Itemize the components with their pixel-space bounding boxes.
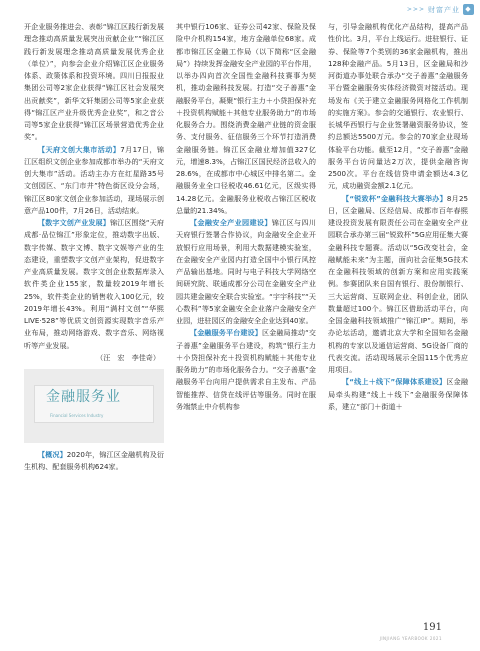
section-title: 【金融服务平台建设】 [190,328,262,338]
paragraph: 其中银行106家、证券公司42家、保险及保险中介机构154家，地方金融单位68家。成都市锦江区金融工作局（以下简称“区金融局”）持续发挥金融安全产业园的平台作用，以举办四向首次全国性金融科技赛事为契机，推动金融科技发展。打造“交子善惠”金融服务平台，凝聚“银行主力＋小贷担保补充＋投资机构赋能＋其他专业服务助力”的市场化服务合力。围绕消费金融产业链的资金服务、支付服务、征信服务三个环节打造消费金融服务链。锦江区金融业增加值327亿元，增速8.3%，占锦江区国民经济总收入的28.6%，在成都市中心城区中排名第二。金融服务业全口径税收46.61亿元，区级实得14.28亿元。金融服务业税收占锦江区税收总量的21.34%。 [176,22,316,215]
paragraph: 开企业服务推进会、表彰“锦江区践行新发展理念推动高质量发展突出贡献企业”“锦江区践行新发展理念推动高质量发展优秀企业（单位）”，向参会企业介绍锦江区企业服务体系、政策体系和投资环境。四川日报报业集团公司等2家企业获得“锦江区社会发展突出贡献奖”，新华文轩集团公司等5家企业获得“锦江区产业升级优秀企业奖”，和之音公司等5家企业获得“锦江区场景营造优秀企业奖”。 [24,22,164,142]
column-3 [328,21,468,413]
section-text: 8月25日，区金融局、区经信局、成都市百年春熙建设投资发展有限责任公司在金融安全产业园联合承办第三届“锐致杯”5G应用征集大赛金融科技专题赛。活动以“5G改变社会，金融赋能未来”为主题，面向社会征集5G技术在金融科技领域的创新方案和应用实践案例。参赛团队来自国有银行、股份制银行、三大运营商、互联网企业、科创企业，团队数量超过100个。锦江区借助活动平台，向全国金融科技领域推广“锦江IP”。期间，举办论坛活动，邀请北京大学和全国知名金融机构的专家以及通信运营商、5G设备厂商的代表交流。活动现场展示全国115个优秀应用项目。 [328,193,468,374]
header-tag [407,3,474,16]
photo-sign-subtitle: Financial Services Industry [50,413,104,418]
section [176,327,316,413]
section [328,193,468,377]
section [328,376,468,413]
page-footer-subtitle: JINJIANG YEARBOOK 2021 [379,636,442,641]
section-text: 锦江区围绕“天府成都·品位锦江”形象定位，推动数字出版、数字传媒、数字文博、数字文娱等产业的生态建设，重塑数字文创产业架构，促进数字产业高质量发展。数字文创企业数据库录入软件类企业155家，数量较2019年增长25%，软件类企业的销售收入100亿元，较2019年增长43%。利用“满村文创”“华熙LIVE·528”等优质文创资源实现数字音乐产业布局，推动网络游戏、数字音乐、网络视听等产业发展。 [24,218,164,350]
section-title: 【“锐致杯”金融科技大赛举办】 [342,193,447,203]
header-tag-label: 财富产业 [428,5,460,14]
storefront-photo [24,369,164,443]
chevrons-icon: >>> [406,6,425,13]
section-title: 【天府文创大集市活动】 [38,144,121,154]
section-title: 【金融安全产业园建设】 [190,218,272,227]
diamond-icon: ◆ [463,4,474,15]
section-title: 【概况】 [38,450,67,459]
column-1 [24,21,164,474]
paragraph: 与，引导金融机构优化产品结构，提高产品性价比。3月，平台上线运行。进驻银行、证券、保险等7个类别的36家金融机构，推出128种金融产品。5月13日，区金融局和沙河街道办事处联合承办“交子善惠”金融服务平台暨金融服务实体经济微资对接活动。现场发布《关于建立金融服务网格化工作机制的实施方案》。参会的交通银行、农业银行、长城华西银行与企业签署融资服务协议，签约总额达5500万元。参会的70家企业现场体验平台功能。截至12月，“交子善惠”金融服务平台访问量达2万次，提供金融咨询2500次。平台在线信贷申请金额达4.3亿元，成功融资金额2.1亿元。 [328,22,468,191]
section-text: 锦江区与四川天府银行签署合作协议，向金融安全企业开放银行应用场景，利用大数据建模实验室，在金融安全产业园内打造全国中小银行风控产品输出基地。同时与电子科技大学网络空间研究院、联通成都分公司在金融安全产业园共建金融安全联合实验室。“宇宇科技”“天心数科”等5家金融安全企业落户金融安全产业园，进驻园区的金融安全企业达到40家。 [176,218,317,325]
section [24,217,164,352]
section [176,217,316,327]
photo-sign: 金融服务业 [46,389,121,405]
section-text: 区金融局牵头构建“线上＋线下”金融服务保障体系，建立“部门＋街道＋ [328,377,468,411]
section-text: 2020年，锦江区金融机构及衍生机构、配套服务机构624家。 [24,450,165,472]
section-title: 【“线上＋线下”保障体系建设】 [342,377,447,387]
section-text: 区金融局推动“交子善惠”金融服务平台建设，构筑“银行主力＋小贷担保补充＋投资机构赋能＋其他专业服务助力”的市场化服务合力。“交子善惠”金融服务平台向用户提供需求自主发布、产品智能推荐、信贷在线评估等服务。同时在服务端禁止中介机构参 [176,328,316,411]
section [24,449,164,474]
page-number: 191 [422,622,442,633]
signature: （汪 宏 李佳奇） [96,352,160,362]
section-title: 【数字文创产业发展】 [38,218,110,227]
column-2 [176,21,316,413]
section-text: 7月17日，锦江区组织文创企业参加成都市举办的“天府文创大集市”活动。活动主办方在红星路35号文创园区、“东门市井”特色街区设分会场，锦江区80家文创企业参加活动，现场展示创意产品100件，7月26日，活动结束。 [24,144,165,215]
section [24,144,164,218]
